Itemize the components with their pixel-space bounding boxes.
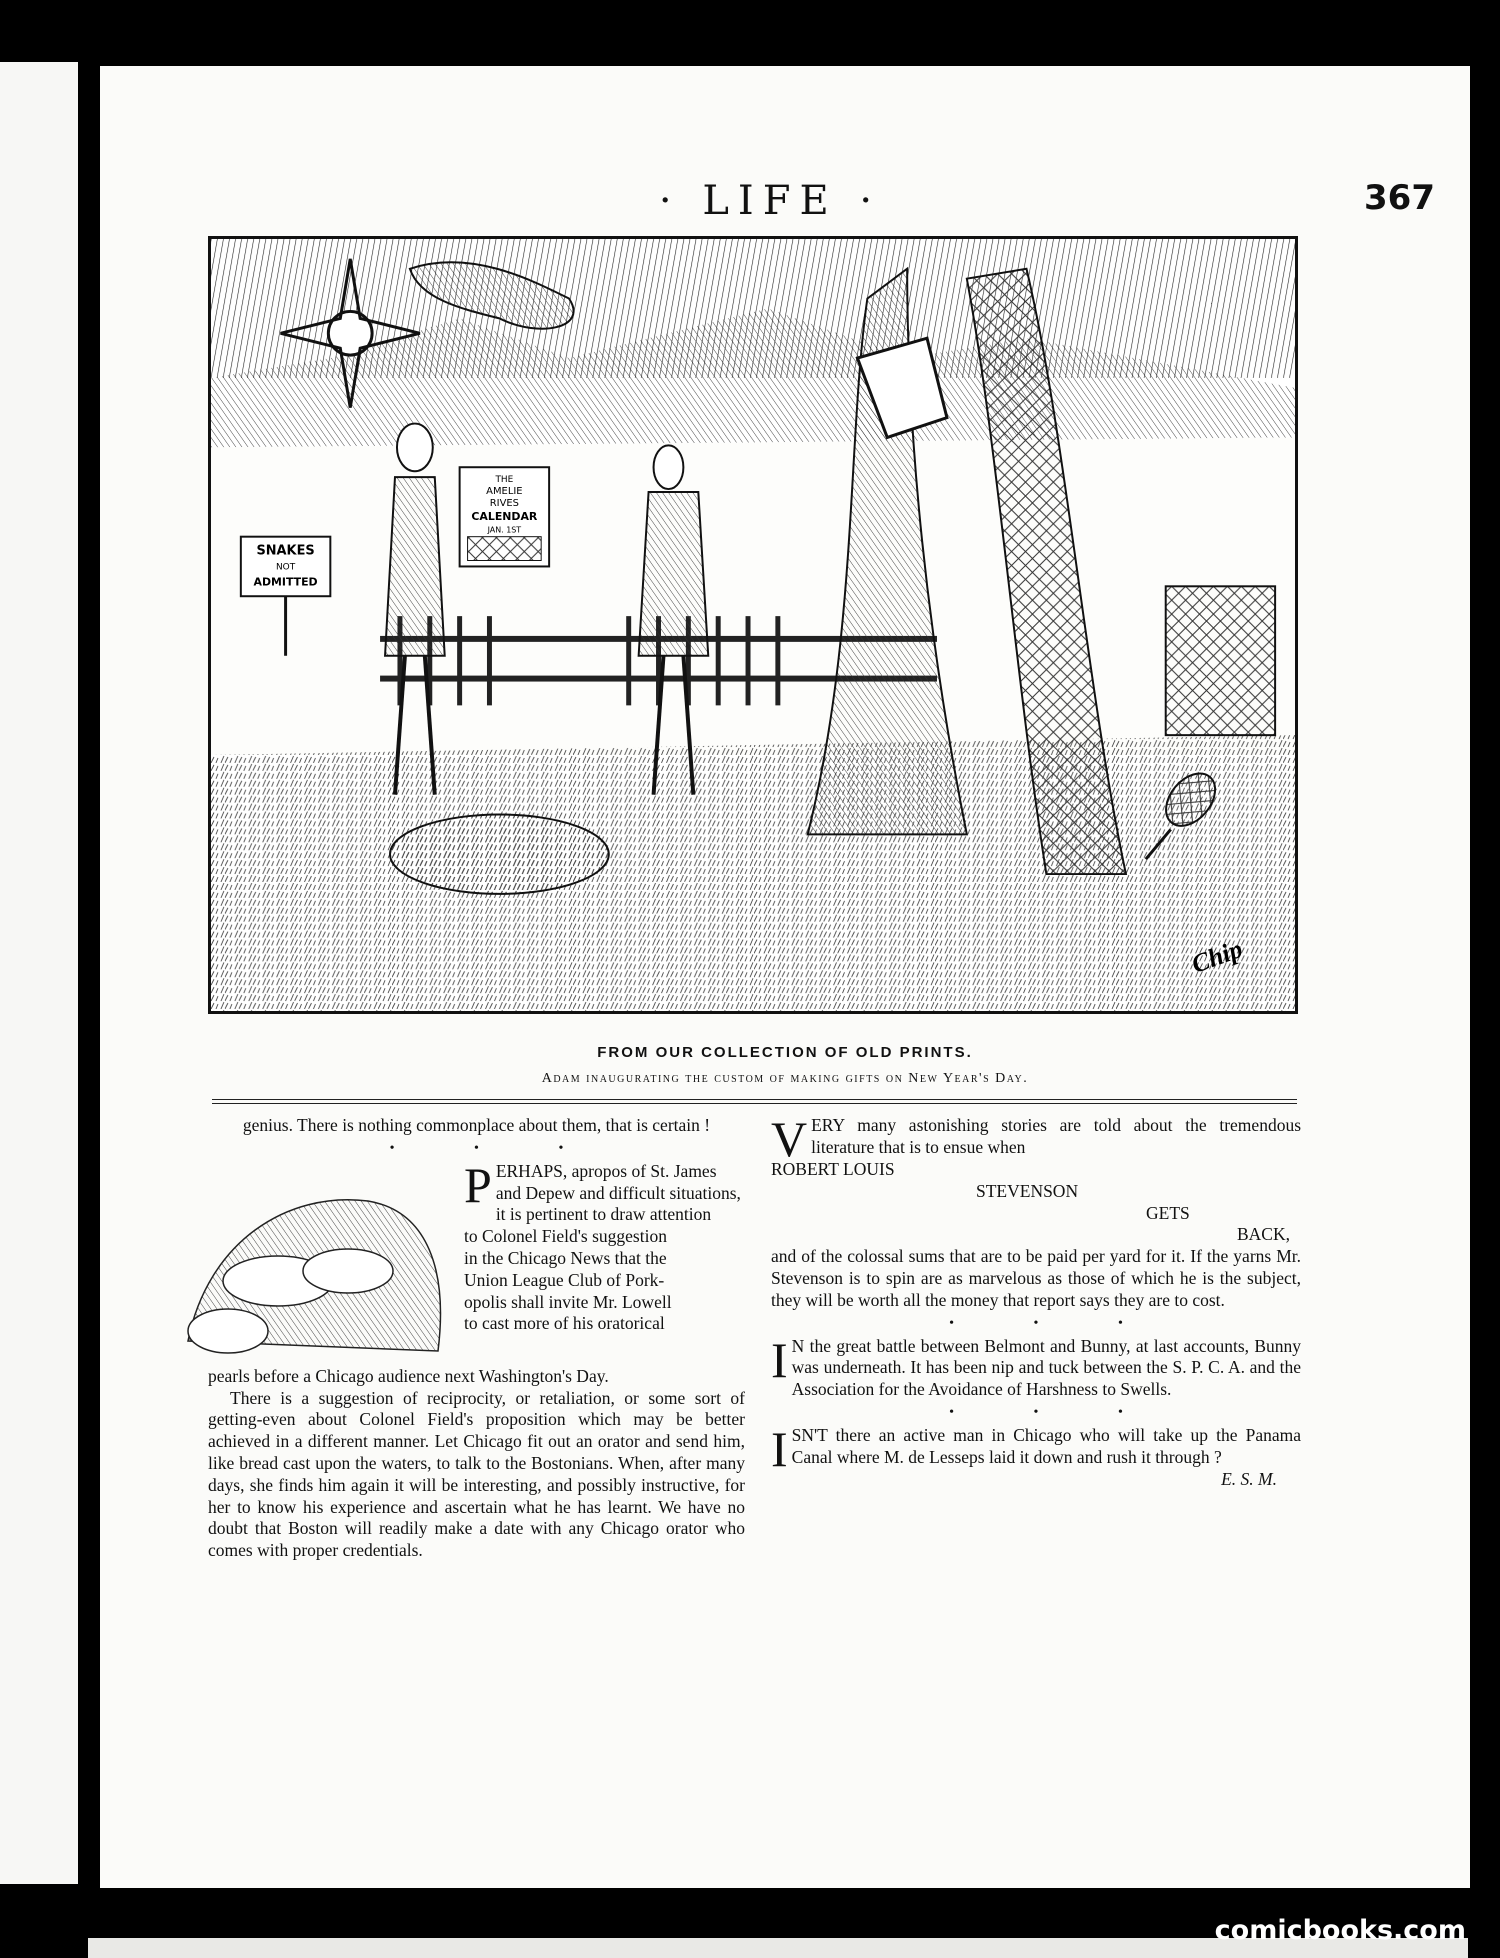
watermark: comicbooks.com xyxy=(1214,1915,1466,1946)
svg-text:CALENDAR: CALENDAR xyxy=(471,509,538,523)
paragraph-panama: ISN'T there an active man in Chicago who will take up the Panama Canal where M. de Lesseps laid it down and rush it through ? xyxy=(771,1420,1301,1477)
text-line: it is pertinent to draw attention xyxy=(495,1204,712,1225)
sign-text-2: NOT xyxy=(275,562,296,573)
lattice-fence xyxy=(1166,586,1275,735)
text-line: and Depew and difficult situations, xyxy=(495,1182,741,1203)
stair-line: BACK, xyxy=(1237,1224,1290,1245)
paragraph-genius: genius. There is nothing commonplace about them, that is certain ! xyxy=(242,1115,711,1135)
sign-text-1: SNAKES xyxy=(256,543,315,559)
magazine-title: · LIFE · xyxy=(658,178,882,224)
calendar-gift xyxy=(460,467,550,566)
magazine-page xyxy=(100,66,1470,1888)
section-dots: • • • xyxy=(949,1315,1161,1331)
text-line: Union League Club of Pork- xyxy=(464,1269,665,1290)
masthead xyxy=(100,178,1470,238)
engraving-svg xyxy=(211,239,1295,1011)
dropcap-v: V xyxy=(771,1111,808,1167)
stair-line: ROBERT LOUIS xyxy=(771,1159,895,1179)
right-column xyxy=(771,1111,1301,1491)
section-dots: • • • xyxy=(389,1140,602,1156)
stevenson-stair xyxy=(771,1159,1301,1246)
pigs-vignette xyxy=(168,1161,458,1366)
left-column xyxy=(208,1115,745,1562)
paragraph-stevenson: VERY many astonishing stories are told about the tremendous literature that is to ensue when xyxy=(771,1111,1301,1167)
text-line: to cast more of his oratorical xyxy=(464,1313,665,1334)
stair-line: GETS xyxy=(1146,1202,1190,1223)
paragraph-reciprocity: There is a suggestion of reciprocity, or retaliation, or some sort of getting-even about Colonel Field's proposition which may be better achieved in a different manner. Let Chicago fit out an orator and send him, like bread cast upon the waters, to talk to the Bostonians. When, after many days, she finds him again it will be interesting, and possibly instructive, for her to know his experience and ascertain what he has learnt. We have no doubt that Boston will readily make a date with any Chicago orator who comes with proper credentials. xyxy=(208,1387,745,1561)
dropcap-i-2: I xyxy=(771,1420,788,1477)
paragraph-belmont: I N the great battle between Belmont and Bunny, at last accounts, Bunny was underneath. It has been nip and tuck between the S. P. C. A. and the Association for the Avoidance of Harshness to Swells. xyxy=(771,1331,1301,1400)
dropcap-p: P xyxy=(464,1156,492,1213)
text-line: opolis shall invite Mr. Lowell xyxy=(464,1291,672,1312)
text-line: to Colonel Field's suggestion xyxy=(464,1226,667,1247)
caption-subtitle: Adam inaugurating the custom of making gifts on New Year's Day. xyxy=(541,1071,1029,1086)
svg-text:RIVES: RIVES xyxy=(489,497,519,509)
dropcap-i: I xyxy=(771,1331,788,1388)
svg-text:THE: THE xyxy=(495,475,514,486)
author-signature: E. S. M. xyxy=(1221,1468,1277,1489)
right-page-edge xyxy=(1470,0,1500,1958)
paragraph-stevenson-tail: and of the colossal sums that are to be paid per yard for it. If the yarns Mr. Stevenson is to spin are as marvelous as those of which he is the subject, they will be worth all the money that report says they are to cost. xyxy=(771,1246,1301,1310)
text-line: in the Chicago News that the xyxy=(464,1247,667,1268)
text-line: ERHAPS, apropos of St. James xyxy=(495,1160,717,1181)
flower-bed xyxy=(390,815,609,894)
caption-title: FROM OUR COLLECTION OF OLD PRINTS. xyxy=(597,1044,973,1061)
paragraph-perhaps xyxy=(208,1156,745,1388)
artist-signature: Chip xyxy=(1187,934,1247,979)
text-line: pearls before a Chicago audience next Washington's Day. xyxy=(208,1365,609,1386)
stair-line: STEVENSON xyxy=(976,1180,1079,1201)
divider-rule xyxy=(212,1099,1297,1100)
section-dots: • • • xyxy=(949,1404,1161,1420)
svg-text:JAN. 1ST: JAN. 1ST xyxy=(487,525,522,535)
left-page-edge xyxy=(0,0,86,1958)
ground-grass xyxy=(211,735,1295,1011)
svg-text:AMELIE: AMELIE xyxy=(486,486,523,498)
divider-rule-2 xyxy=(212,1103,1297,1104)
engraving-illustration xyxy=(208,236,1298,1014)
page-number: 367 xyxy=(1364,178,1435,218)
sign-text-3: ADMITTED xyxy=(253,575,318,589)
